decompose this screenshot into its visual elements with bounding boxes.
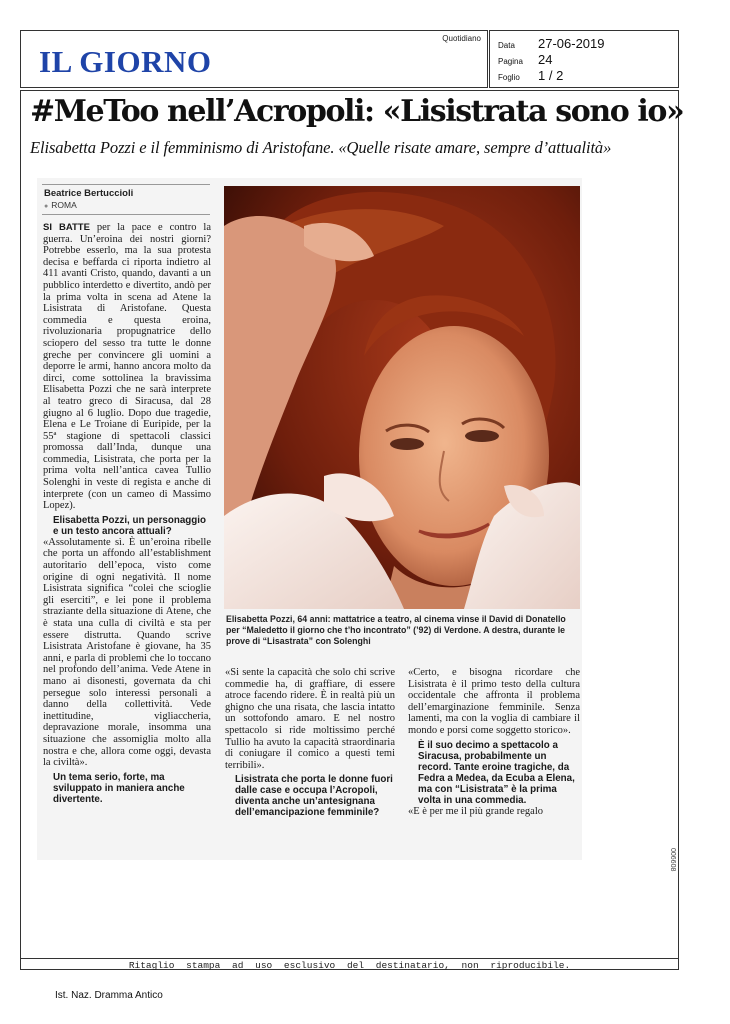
article-headline: #MeToo nell’Acropoli: «Lisistrata sono io» [30, 94, 684, 129]
meta-page: Pagina 24 [498, 52, 553, 67]
intro-paragraph: SI BATTE per la pace e contro la guerra. Un’eroina dei nostri giorni? Potrebbe esserlo, ma la sua protesta decisa e beffarda ci riporta indietro al 411 avanti Cristo, quando, davanti a un pubblico interdetto e divertito, andò per la prima volta in scena ad Atene la Lisistrata di Aristofane. Questa commedia e questa eroina, rivoluzionaria propugnatrice dello sciopero del sesso tra tutte le donne greche per convincere gli uomini a deporre le armi, hanno ancora molto da dirci, come sottolinea la bravissima Elisabetta Pozzi che ne sarà interprete al teatro greco di Siracusa, dal 28 giugno al 6 luglio. Dopo due tragedie, Elena e Le Troiane di Euripide, per la 55ª stagione di spettacoli classici promossa dall’Inda, dunque una commedia, Lisistrata, che porta per la prima volta nell’antica cavea Tullio Solenghi in veste di regista e anche di interprete (con un cameo di Massimo Lopez). [43, 222, 212, 512]
clipping-meta-box [489, 30, 679, 88]
interview-answer-2: «Si sente la capacità che solo chi scrive commedie ha, di graffiare, di essere atroce facendo ridere. È in realtà più un ghigno che una risata, che lascia intatto un sottofondo amaro. E nel nostro spettacolo si ride moltissimo perché Tullio ha avuto la capacità straordinaria di coniugare il comico a questi temi terribili». [225, 667, 395, 771]
meta-sheet: Foglio 1 / 2 [498, 68, 564, 83]
article-column-3 [408, 667, 580, 817]
article-column-2 [225, 667, 395, 818]
footer-divider [20, 958, 679, 959]
interview-question-4: È il suo decimo a spettacolo a Siracusa, probabilmente un record. Tante eroine tragiche, da Fedra a Medea, da Ecuba a Elena, ma con “Lisistrata” è la prima volta in una commedia. [418, 739, 575, 806]
lead-in: SI BATTE [43, 222, 90, 233]
dateline: ● ROMA [44, 200, 77, 210]
portrait-image [224, 186, 580, 609]
reproduction-notice: Ritaglio stampa ad uso esclusivo del destinatario, non riproducibile. [128, 960, 571, 971]
byline-divider [42, 184, 210, 185]
source-institution: Ist. Naz. Dramma Antico [55, 990, 163, 1001]
actress-portrait-photo [224, 186, 580, 609]
masthead-box [20, 30, 488, 88]
newspaper-logo: IL GIORNO [39, 44, 212, 79]
meta-date: Data 27-06-2019 [498, 36, 605, 51]
dateline-bullet-icon: ● [44, 203, 49, 210]
interview-answer-1: «Assolutamente sì. È un’eroina ribelle che porta un affondo all’establishment autoritario dell’epoca, visto come origine di ogni negatività. Il nome Lisistrata significa “colei che scioglie gli eserciti”, e lei pone il problema straziante della situazione di Atene, che è stata una culla di civiltà e sta per essere distrutta. Quando scrive Lisistrata Aristofane è giovane, ha 35 anni, e parla di problemi che lo toccano nel profondo dell’anima. Vede Atene in mano ai disonesti, governata da chi persegue solo interessi personali a danno della collettività. Vede inettitudine, vigliaccheria, depravazione morale, insomma una situazione che assomiglia molto alla nostra e che, allora come oggi, devasta la civiltà». [43, 536, 211, 769]
byline-divider-bottom [42, 214, 210, 215]
interview-question-2: Un tema serio, forte, ma sviluppato in maniera anche divertente. [53, 771, 185, 805]
interview-answer-4: «E è per me il più grande regalo [408, 805, 543, 817]
author-name: Beatrice Bertuccioli [44, 188, 134, 199]
clipping-code: 006608 [669, 848, 676, 872]
interview-question-3: Lisistrata che porta le donne fuori dalle case e occupa l’Acropoli, diventa anche un’antesignana dell’emancipazione femminile? [235, 774, 393, 819]
photo-caption: Elisabetta Pozzi, 64 anni: mattatrice a teatro, al cinema vinse il David di Donatello per “Maledetto il giorno che t’ho incontrato” (’92) di Verdone. A destra, durante le prove di “Lisastrata” con Solenghi [226, 614, 566, 646]
article-column-1 [43, 222, 211, 805]
article-subhead: Elisabetta Pozzi e il femminismo di Aristofane. «Quelle risate amare, sempre d’attualità» [30, 138, 612, 157]
interview-answer-3: «Certo, e bisogna ricordare che Lisistrata è il primo testo della cultura occidentale che affronta il problema dell’emarginazione femminile. Senza lamenti, ma con la voglia di cambiare il mondo e porsi come soggetto storico». [408, 667, 580, 736]
interview-question-1: Elisabetta Pozzi, un personaggio e un testo ancora attuali? [53, 514, 206, 537]
periodicity-label: Quotidiano [442, 34, 481, 43]
